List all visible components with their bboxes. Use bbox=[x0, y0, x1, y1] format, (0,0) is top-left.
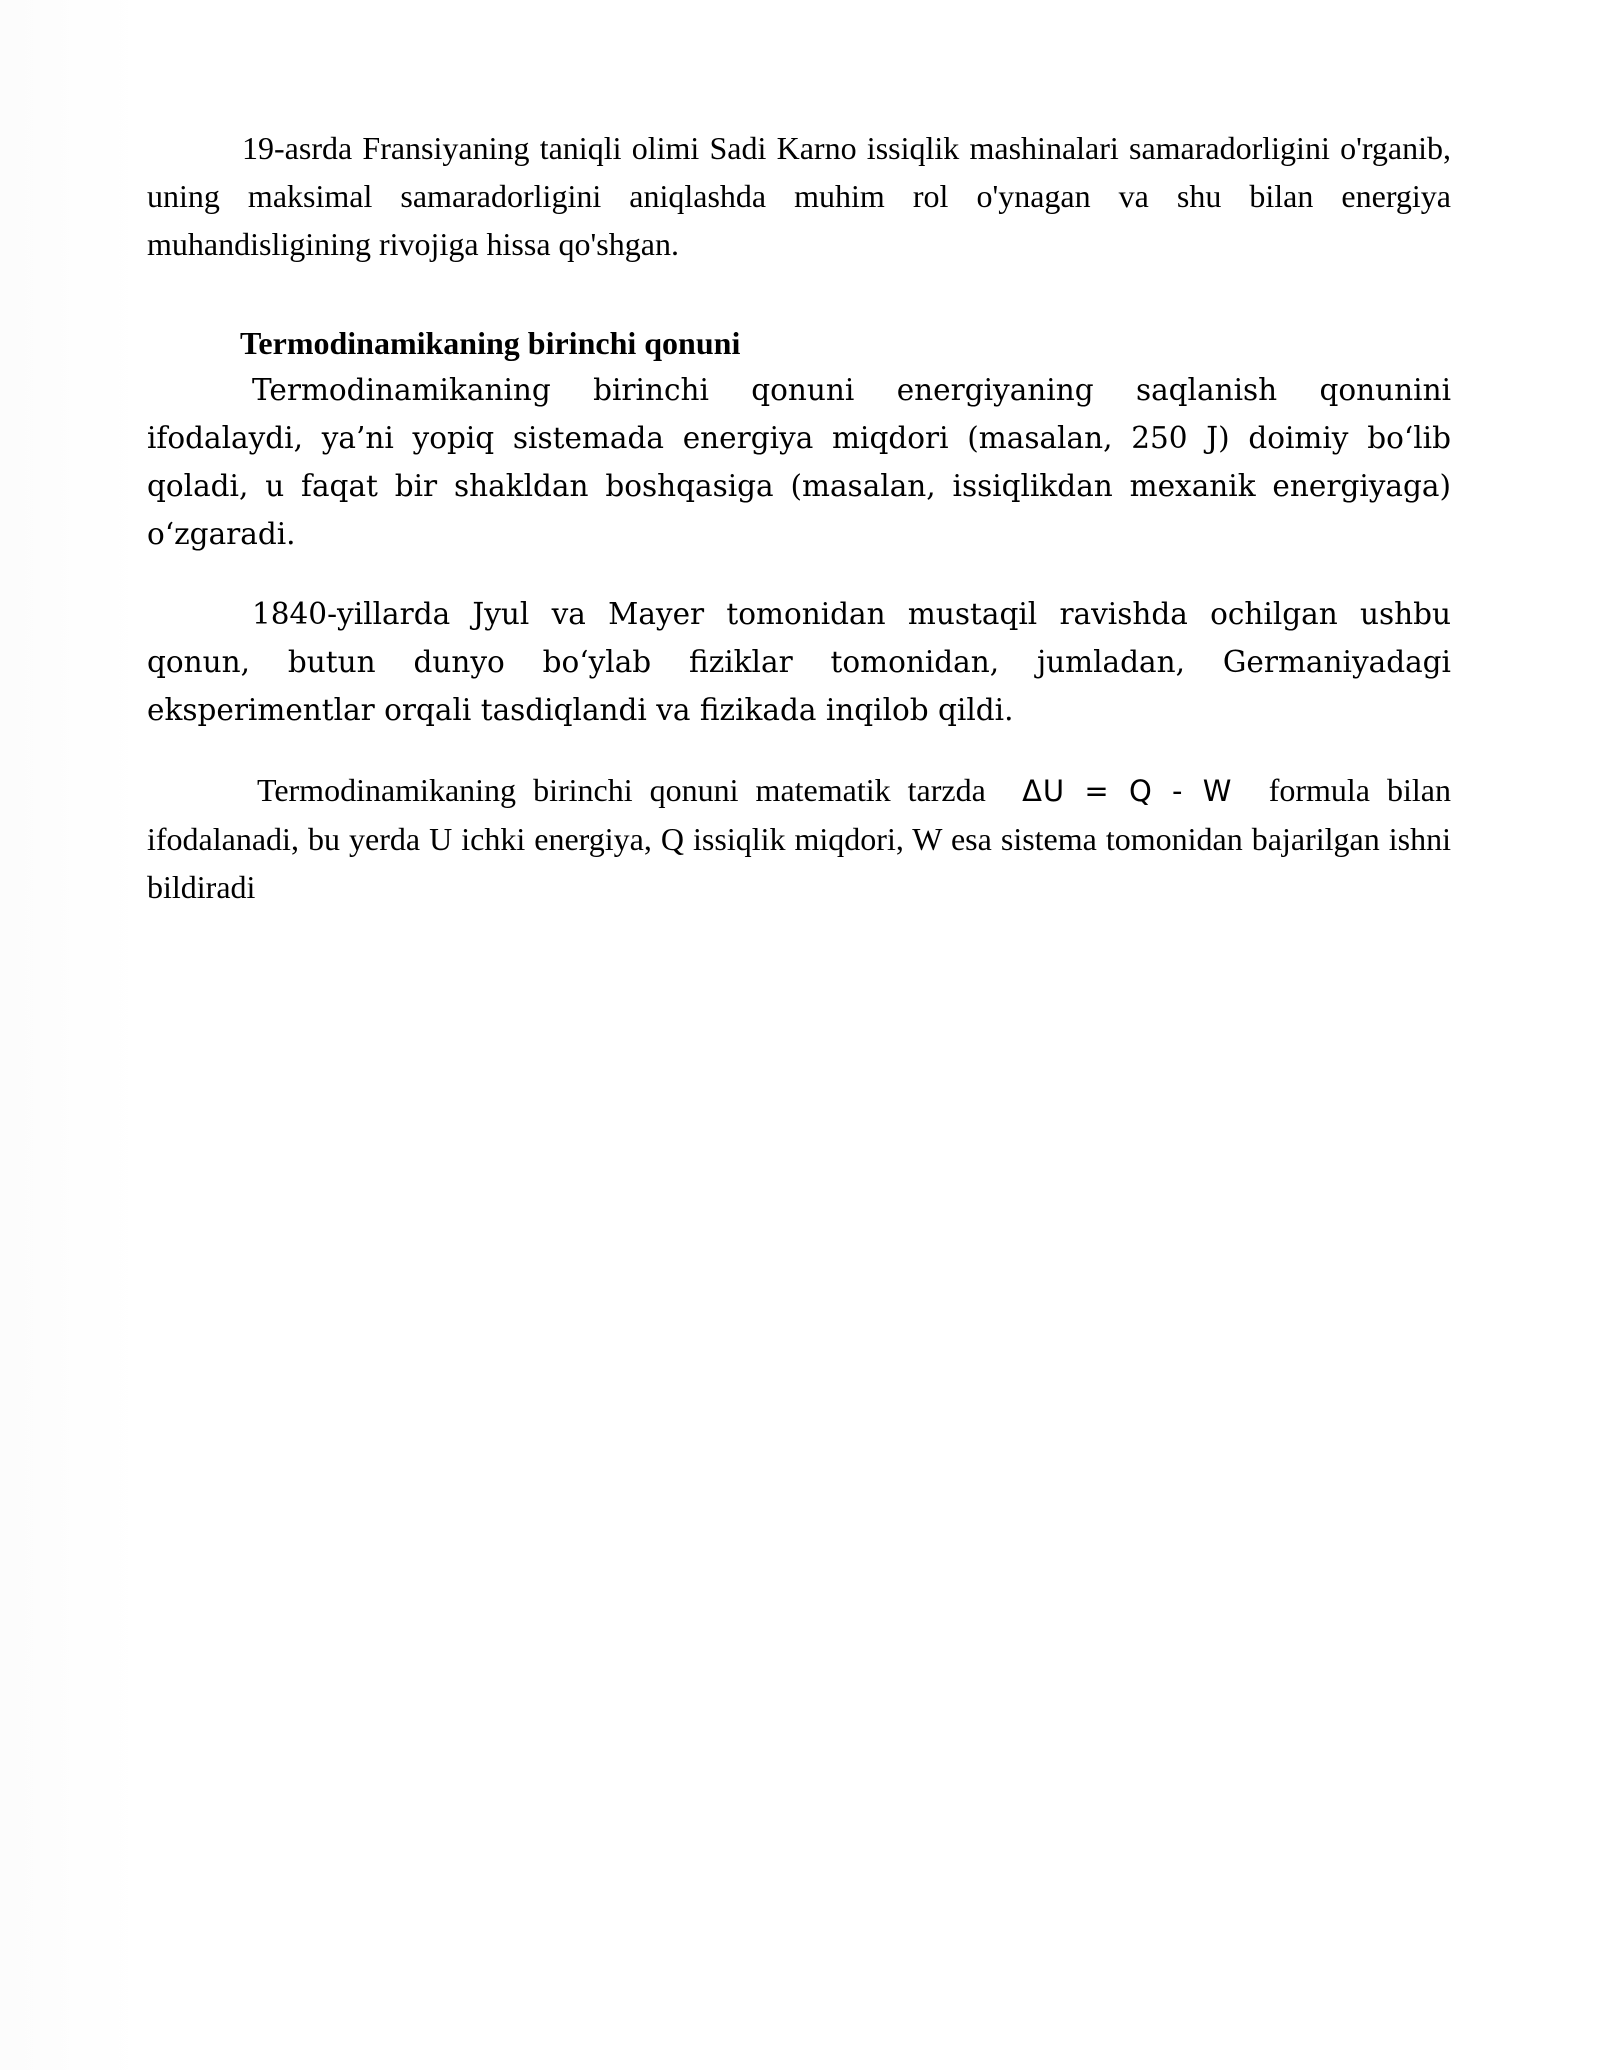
first-law-formula: ΔU = Q - W bbox=[1002, 774, 1252, 808]
paragraph-formula-explanation: formula bilan ifodalanadi, bu yerda U ichki energiya, Q issiqlik miqdori, W esa sistema tomonidan bajarilgan ishni bildiradi bbox=[147, 772, 1451, 905]
section-heading: Termodinamikaning birinchi qonuni bbox=[240, 325, 741, 361]
paragraph-formula bbox=[147, 766, 1451, 911]
page-edge-shading bbox=[0, 0, 142, 2070]
paragraph-formula-intro: Termodinamikaning birinchi qonuni matematik tarzda bbox=[257, 772, 1003, 808]
paragraph-joule-mayer: 1840-yillarda Jyul va Mayer tomonidan mustaqil ravishda ochilgan ushbu qonun, butun dunyo bo‘ylab fiziklar tomonidan, jumladan, Germaniyadagi eksperimentlar orqali tasdiqlandi va fizikada inqilob qildi. bbox=[147, 597, 1451, 727]
paragraph-first-law: Termodinamikaning birinchi qonuni energiyaning saqlanish qonunini ifodalaydi, ya’ni yopiq sistemada energiya miqdori (masalan, 250 J) doimiy bo‘lib qoladi, u faqat bir shakldan boshqasiga (masalan, issiqlikdan mexanik energiyaga) o‘zgaradi. bbox=[147, 373, 1451, 551]
paragraph-carnot: 19-asrda Fransiyaning taniqli olimi Sadi Karno issiqlik mashinalari samaradorligini o'rganib, uning maksimal samaradorligini aniqlashda muhim rol o'ynagan va shu bilan energiya muhandisligining rivojiga hissa qo'shgan. bbox=[147, 130, 1451, 262]
